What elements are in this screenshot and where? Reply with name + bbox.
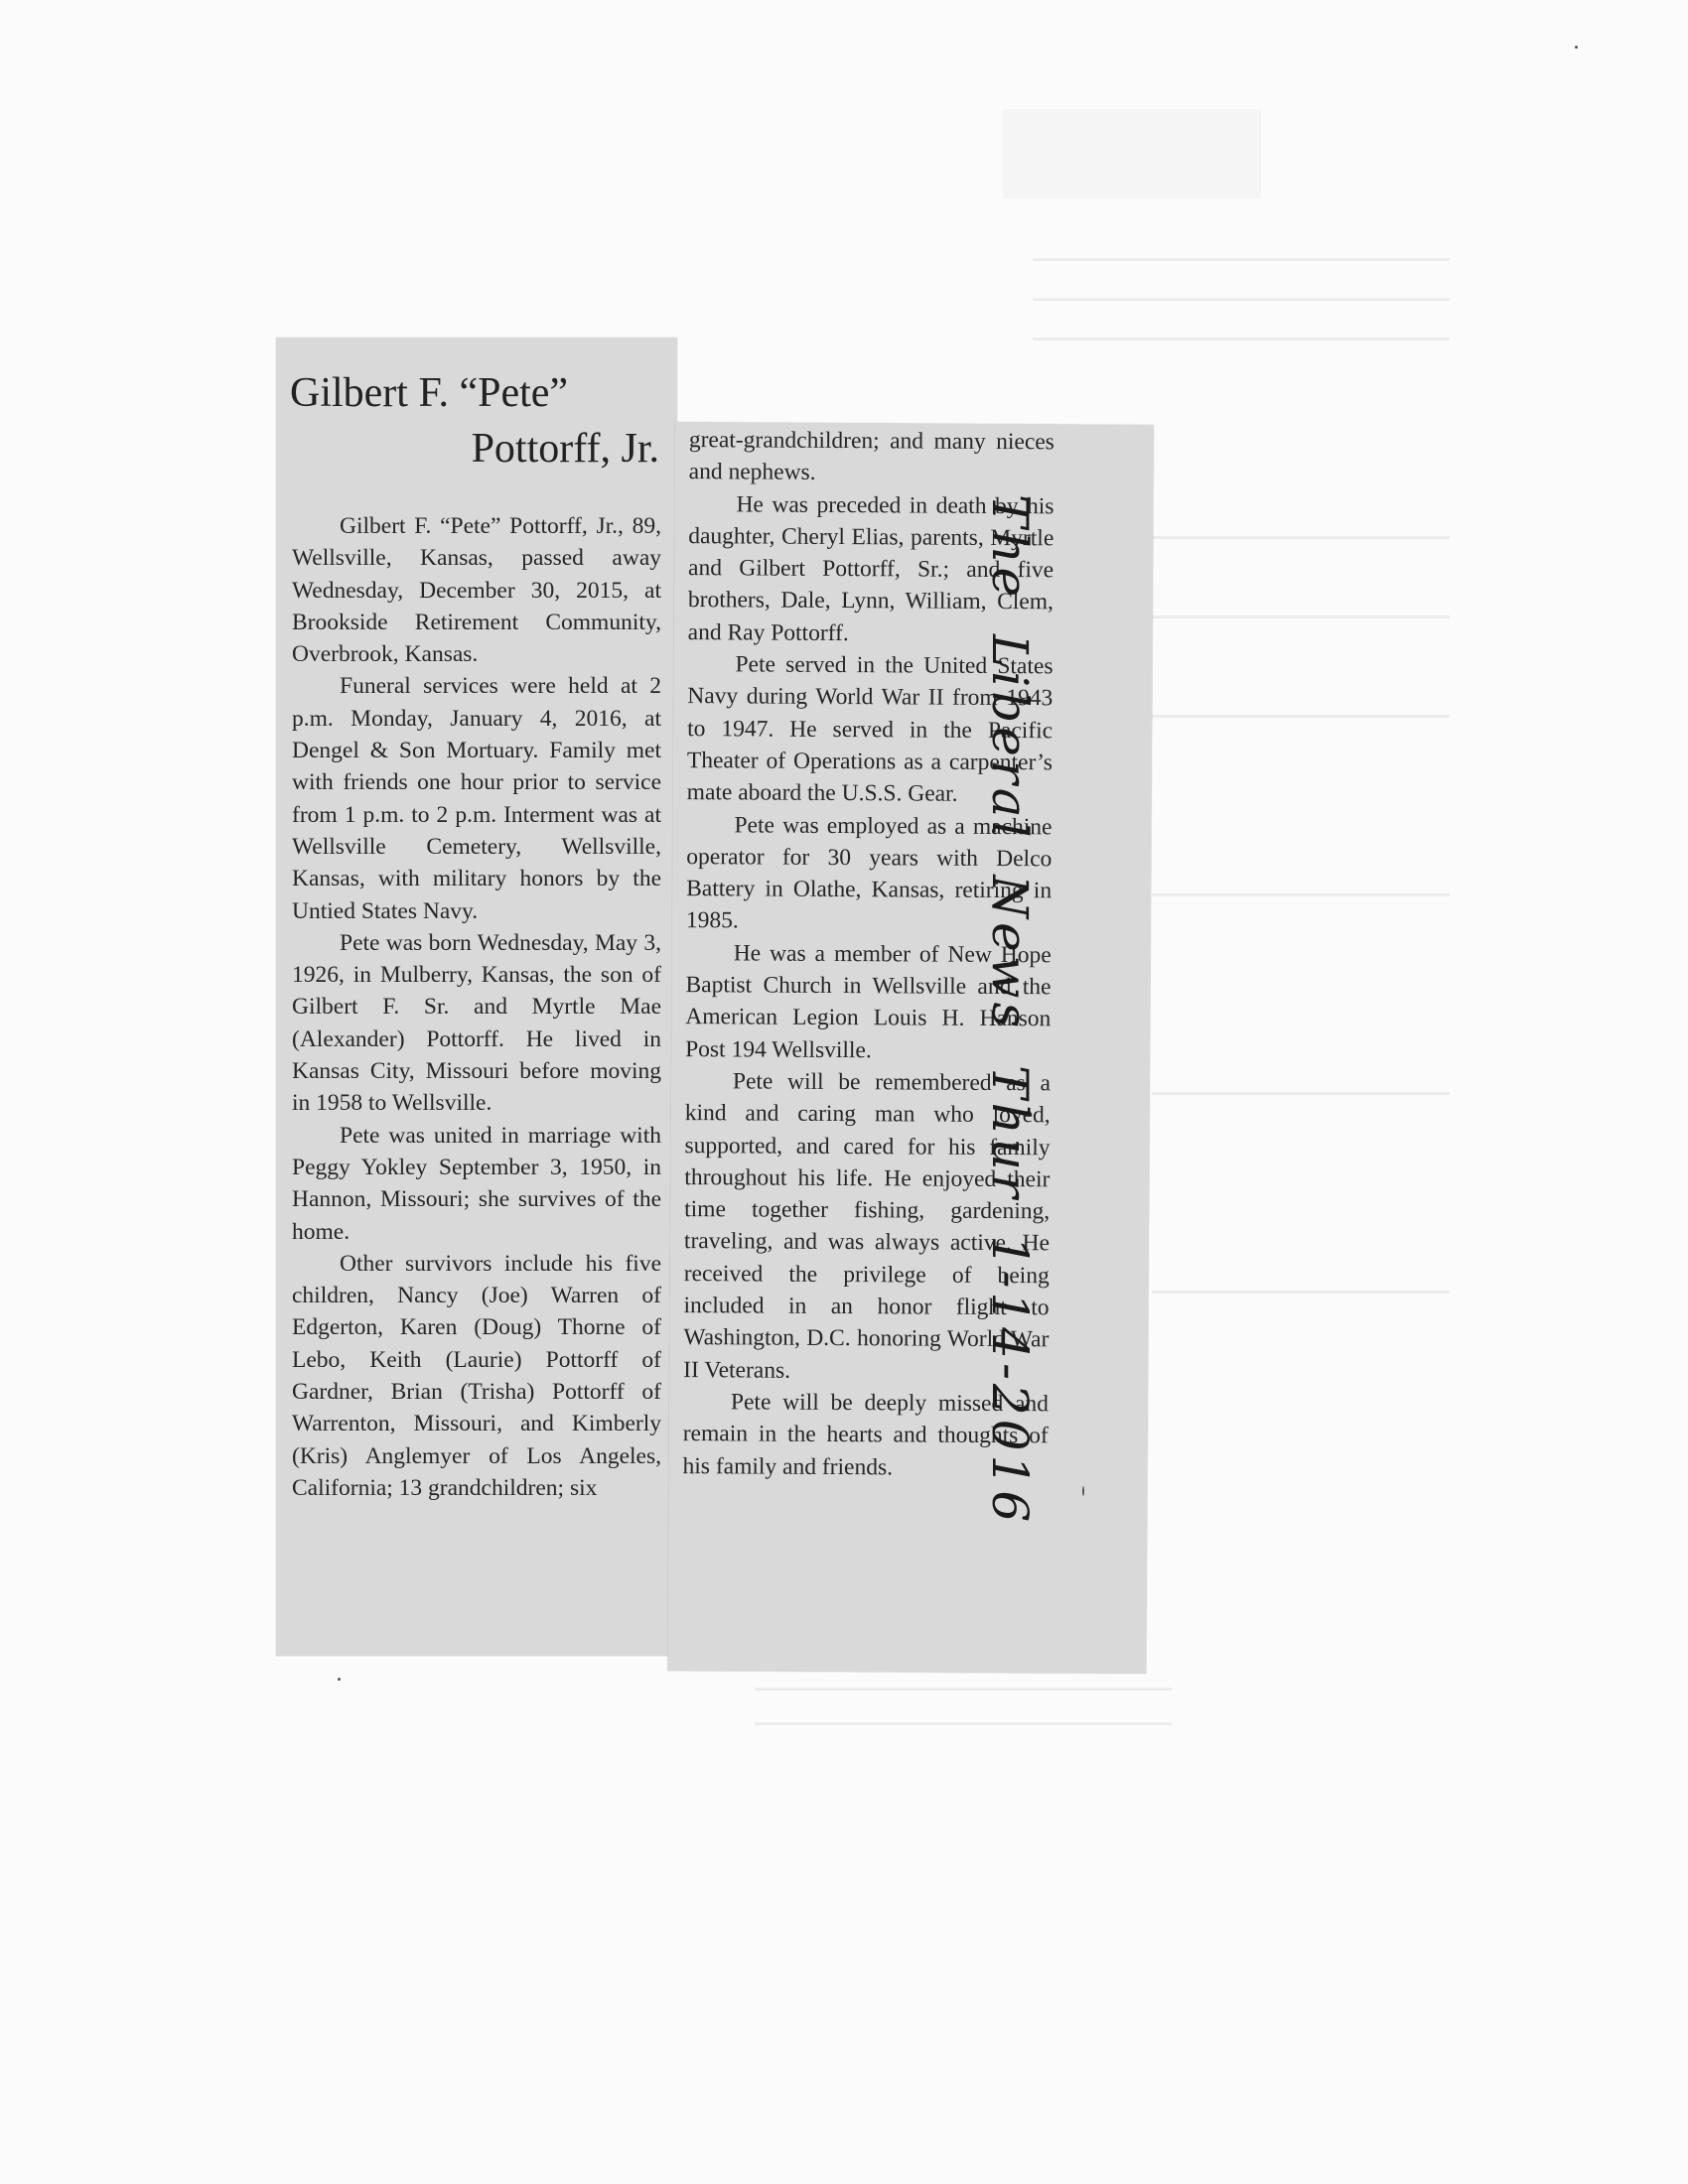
paragraph-preceded-in-death: He was preceded in death by his daughter, Cheryl Elias, parents, Myrtle and Gilbert Pottorff, Sr.; and five brothers, Dale, Lynn, William, Clem, and Ray Pottorff.: [687, 490, 1055, 646]
bleed-line: [1033, 338, 1450, 341]
paragraph-death-notice: Gilbert F. “Pete” Pottorff, Jr., 89, Wellsville, Kansas, passed away Wednesday, December 30, 2015, at Brookside Retirement Community, Overbrook, Kansas.: [292, 513, 661, 668]
headline-line-2: Pottorff, Jr.: [471, 426, 659, 472]
reverse-bleed-through: [1003, 109, 1261, 199]
scan-speck: [1575, 46, 1578, 49]
obituary-column-2: [668, 422, 1154, 1527]
handwritten-source-note: The Liberal News Thur 1-14-2016: [981, 494, 1039, 1527]
scan-speck: [1082, 1486, 1084, 1496]
paragraph-memberships: He was a member of New Hope Baptist Church in Wellsville and the American Legion Louis H. Hanson Post 194 Wellsville.: [685, 940, 1052, 1063]
bleed-line: [1152, 893, 1450, 896]
paragraph-survivors: Other survivors include his five children, Nancy (Joe) Warren of Edgerton, Karen (Doug) Thorne of Lebo, Keith (Laurie) Pottorff of Gardner, Brian (Trisha) Pottorff of Warrenton, Missouri, and Kimberly (Kris) Anglemyer of Los Angeles, California; 13 grandchildren; six: [292, 1250, 661, 1501]
paragraph-remembrance: Pete will be remembered as a kind and caring man who loved, supported, and cared for his family throughout his life. He enjoyed their time together fishing, gardening, traveling, and was always active. He received the privilege of being included in an honor flight to Washington, D.C. honoring World War II Veterans.: [683, 1068, 1052, 1384]
obituary-headline: [276, 338, 677, 477]
bleed-line: [755, 1688, 1172, 1691]
paragraph-funeral-services: Funeral services were held at 2 p.m. Monday, January 4, 2016, at Dengel & Son Mortuary. Family met with friends one hour prior to service from 1 p.m. to 2 p.m. Interment was at Wellsville Cemetery, Wellsville, Kansas, with military honors by the Untied States Navy.: [292, 673, 661, 924]
bleed-line: [1152, 1291, 1450, 1294]
paragraph-closing: Pete will be deeply missed and remain in the hearts and thoughts of his family and friends.: [682, 1389, 1050, 1480]
headline-line-1: Gilbert F. “Pete”: [290, 370, 569, 416]
paragraph-military-service: Pete served in the United States Navy during World War II from 1943 to 1947. He served in the Pacific Theater of Operations as a carpenter’s mate aboard the U.S.S. Gear.: [686, 651, 1054, 808]
paragraph-birth: Pete was born Wednesday, May 3, 1926, in Mulberry, Kansas, the son of Gilbert F. Sr. and Myrtle Mae (Alexander) Pottorff. He lived in Kansas City, Missouri before moving in 1958 to Wellsville.: [292, 929, 661, 1117]
bleed-line: [1152, 715, 1450, 718]
bleed-line: [1033, 298, 1450, 301]
paragraph-survivors-continued: great-grandchildren; and many nieces and nephews.: [688, 427, 1055, 486]
bleed-line: [755, 1722, 1172, 1725]
obituary-column-1: [276, 477, 677, 1504]
bleed-line: [1033, 258, 1450, 261]
paragraph-employment: Pete was employed as a machine operator for 30 years with Delco Battery in Olathe, Kansas, retiring in 1985.: [685, 811, 1053, 934]
newspaper-clipping-left: [276, 338, 677, 1656]
scan-speck: [338, 1678, 341, 1681]
bleed-line: [1152, 1092, 1450, 1095]
newspaper-clipping-right: [667, 422, 1154, 1674]
bleed-line: [1152, 536, 1450, 539]
paragraph-marriage: Pete was united in marriage with Peggy Yokley September 3, 1950, in Hannon, Missouri; she survives of the home.: [292, 1122, 661, 1245]
bleed-line: [1152, 615, 1450, 618]
